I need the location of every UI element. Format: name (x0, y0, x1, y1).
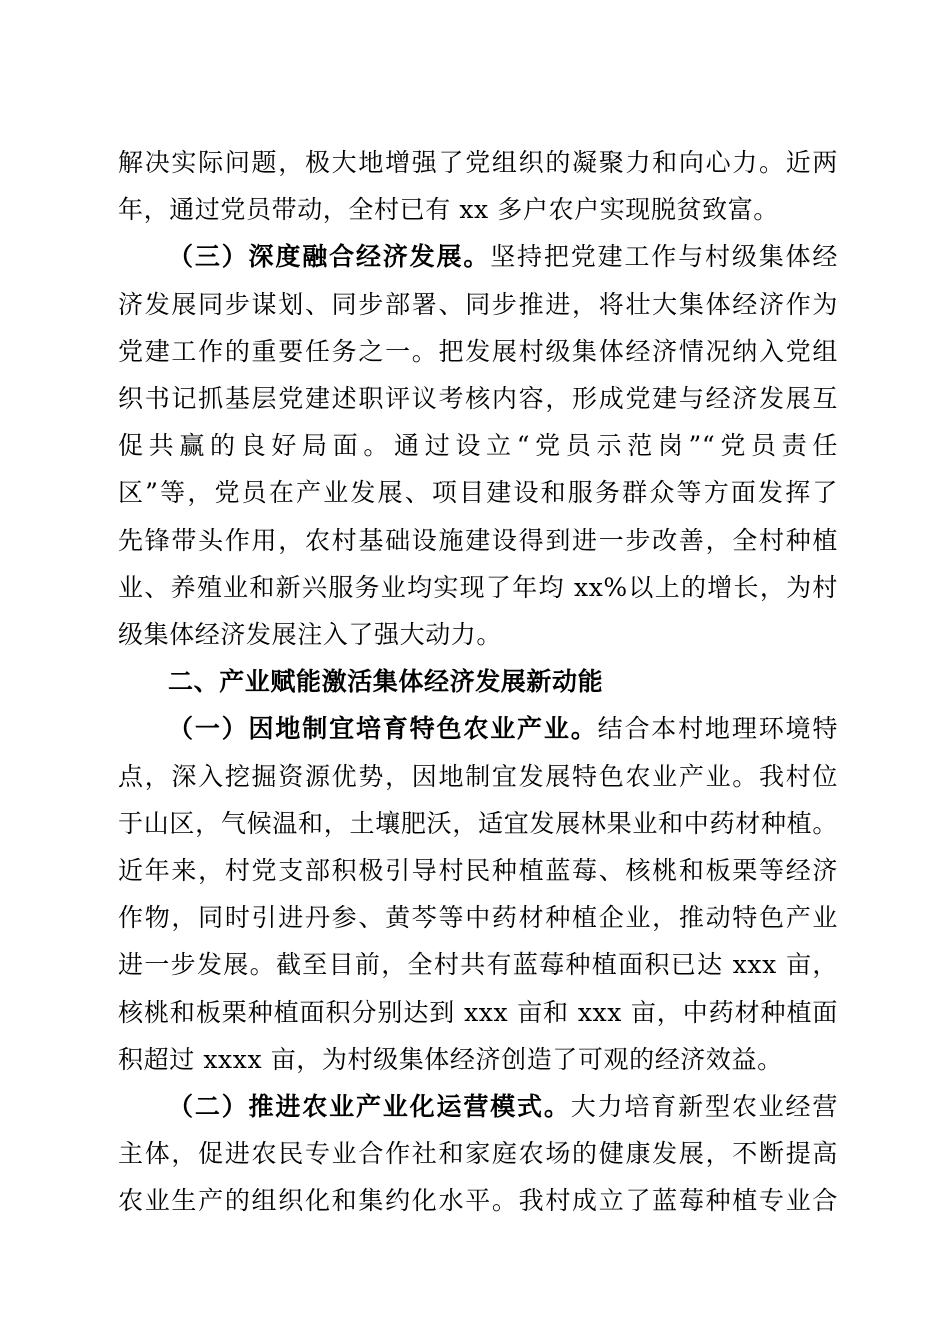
text-run: 大力培育新型农业经营 (570, 1092, 838, 1122)
text-line: 点，深入挖掘资源优势，因地制宜发展特色农业产业。我村位 (118, 761, 838, 791)
text-line: 核桃和板栗种植面积分别达到 xxx 亩和 xxx 亩，中药材种植面 (118, 997, 838, 1027)
text-line: 于山区，气候温和，土壤肥沃，适宜发展林果业和中药材种植。 (118, 808, 838, 838)
text-line: 解决实际问题，极大地增强了党组织的凝聚力和向心力。近两 (118, 148, 838, 177)
paragraph-1 (118, 139, 838, 233)
text-line: 促共赢的良好局面。通过设立“党员示范岗”“党员责任 (118, 431, 838, 461)
text-line (118, 1083, 838, 1130)
text-line: 级集体经济发展注入了强大动力。 (118, 620, 503, 650)
text-line: 积超过 xxxx 亩，为村级集体经济创造了可观的经济效益。 (118, 1044, 783, 1074)
text-run: 坚持把党建工作与村级集体经 (490, 242, 838, 272)
paragraph-lead: （一）因地制宜培育特色农业产业。 (168, 714, 598, 744)
text-line: 业、养殖业和新兴服务业均实现了年均 xx%以上的增长，为村 (118, 572, 838, 602)
text-line (118, 233, 838, 280)
paragraph-3 (118, 705, 838, 1083)
text-line: 进一步发展。截至目前，全村共有蓝莓种植面积已达 xxx 亩， (118, 950, 838, 980)
text-line: 先锋带头作用，农村基础设施建设得到进一步改善，全村种植 (118, 525, 838, 555)
text-line: 主体，促进农民专业合作社和家庭农场的健康发展，不断提高 (118, 1139, 838, 1169)
text-line: 区”等，党员在产业发展、项目建设和服务群众等方面发挥了 (118, 478, 838, 508)
text-line: 济发展同步谋划、同步部署、同步推进，将壮大集体经济作为 (118, 289, 838, 319)
section-heading: 二、产业赋能激活集体经济发展新动能 (168, 667, 604, 697)
paragraph-lead: （三）深度融合经济发展。 (168, 242, 491, 272)
text-line: 年，通过党员带动，全村已有 xx 多户农户实现脱贫致富。 (118, 195, 779, 225)
paragraph-4 (118, 1083, 838, 1225)
text-line: 农业生产的组织化和集约化水平。我村成立了蓝莓种植专业合 (118, 1186, 838, 1216)
paragraph-2 (118, 233, 838, 658)
paragraph-lead: （二）推进农业产业化运营模式。 (168, 1092, 571, 1122)
text-line: 党建工作的重要任务之一。把发展村级集体经济情况纳入党组 (118, 336, 838, 366)
text-run: 结合本村地理环境特 (597, 714, 838, 744)
text-line (118, 705, 838, 752)
document-body (118, 139, 838, 1225)
text-line: 作物，同时引进丹参、黄芩等中药材种植企业，推动特色产业 (118, 903, 838, 933)
text-line: 近年来，村党支部积极引导村民种植蓝莓、核桃和板栗等经济 (118, 856, 838, 886)
text-line: 织书记抓基层党建述职评议考核内容，形成党建与经济发展互 (118, 384, 838, 414)
